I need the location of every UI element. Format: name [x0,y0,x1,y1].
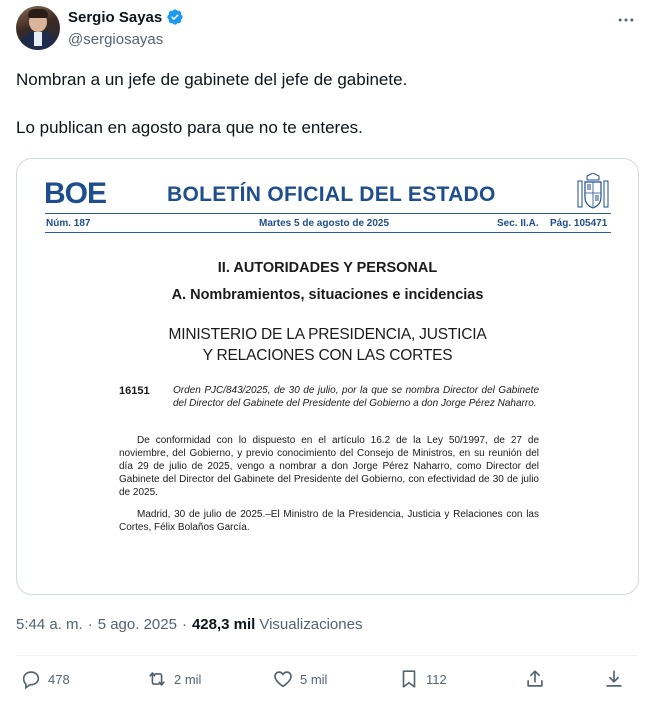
repost-count: 2 mil [174,671,202,687]
tweet-text [16,68,636,140]
section-title: II. AUTORIDADES Y PERSONAL [217,260,438,276]
boe-document [17,159,638,594]
tweet-paragraph: Lo publican en agosto para que no te enteres. [16,118,363,137]
order-summary: Orden PJC/843/2025, de 30 de julio, por la que se nombra Director del Gabinete del Director del Gabinete del Presidente del Gobierno a don Jorge Pérez Naharro. [173,385,539,409]
share-button[interactable] [524,668,546,690]
repost-button[interactable] [146,668,201,690]
svg-text:BOE: BOE [44,177,107,207]
heart-icon [272,668,294,690]
bookmark-button[interactable] [398,668,447,690]
download-icon [603,668,625,690]
order-number: 16151 [119,385,150,397]
author-name-row[interactable] [68,8,184,26]
tweet-media-image[interactable] [16,158,639,595]
tweet-paragraph: Nombran a un jefe de gabinete del jefe de gabinete. [16,70,408,89]
author-handle[interactable]: @sergiosayas [68,31,164,48]
ministry-title-line1: MINISTERIO DE LA PRESIDENCIA, JUSTICIA [168,326,487,343]
more-options-icon[interactable] [616,10,636,30]
order-body-paragraph: De conformidad con lo dispuesto en el artículo 16.2 de la Ley 50/1997, de 27 de noviembre, del Gobierno, y previo conocimiento del Consejo de Ministros, en su reunión del día 29 de julio de 2025, vengo a nombrar a don Jorge Pérez Naharro, como Director del Gabinete del Director del Gabinete del Presidente del Gobierno, con efectividad de 30 de julio de 2025. [119,435,539,498]
reply-count: 478 [48,671,70,687]
boe-header-title: BOLETÍN OFICIAL DEL ESTADO [167,183,496,206]
share-icon [524,668,546,690]
boe-issue-date: Martes 5 de agosto de 2025 [259,218,390,229]
subsection-title: A. Nombramientos, situaciones e incidencias [171,287,484,303]
tweet-meta [16,616,362,633]
boe-issue-number: Núm. 187 [46,218,91,229]
boe-rule-top [45,213,611,214]
order-signature-paragraph: Madrid, 30 de julio de 2025.–El Ministro de la Presidencia, Justicia y Relaciones con las Cortes, Félix Bolaños García. [119,509,539,533]
coat-of-arms-icon [576,173,610,211]
meta-separator: · [181,616,187,633]
action-bar [0,668,656,698]
like-count: 5 mil [300,671,328,687]
views-label[interactable]: Visualizaciones [259,616,363,633]
reply-icon [20,668,42,690]
reply-button[interactable] [20,668,70,690]
download-button[interactable] [603,668,625,690]
avatar[interactable] [16,6,60,50]
divider [16,655,638,656]
bookmark-count: 112 [426,671,447,687]
repost-icon [146,668,168,690]
tweet-date[interactable]: 5 ago. 2025 [97,616,177,633]
boe-rule-bottom [45,232,611,233]
meta-separator: · [87,616,93,633]
author-display-name[interactable]: Sergio Sayas [68,8,163,26]
ministry-title-line2: Y RELACIONES CON LAS CORTES [202,347,453,364]
verified-badge-icon [166,8,184,26]
like-button[interactable] [272,668,327,690]
bookmark-icon [398,668,420,690]
tweet-time[interactable]: 5:44 a. m. [16,616,83,633]
boe-page: Pág. 105471 [550,218,608,229]
boe-section: Sec. II.A. [497,218,539,229]
boe-logo [44,177,110,207]
views-count[interactable]: 428,3 mil [191,616,256,633]
